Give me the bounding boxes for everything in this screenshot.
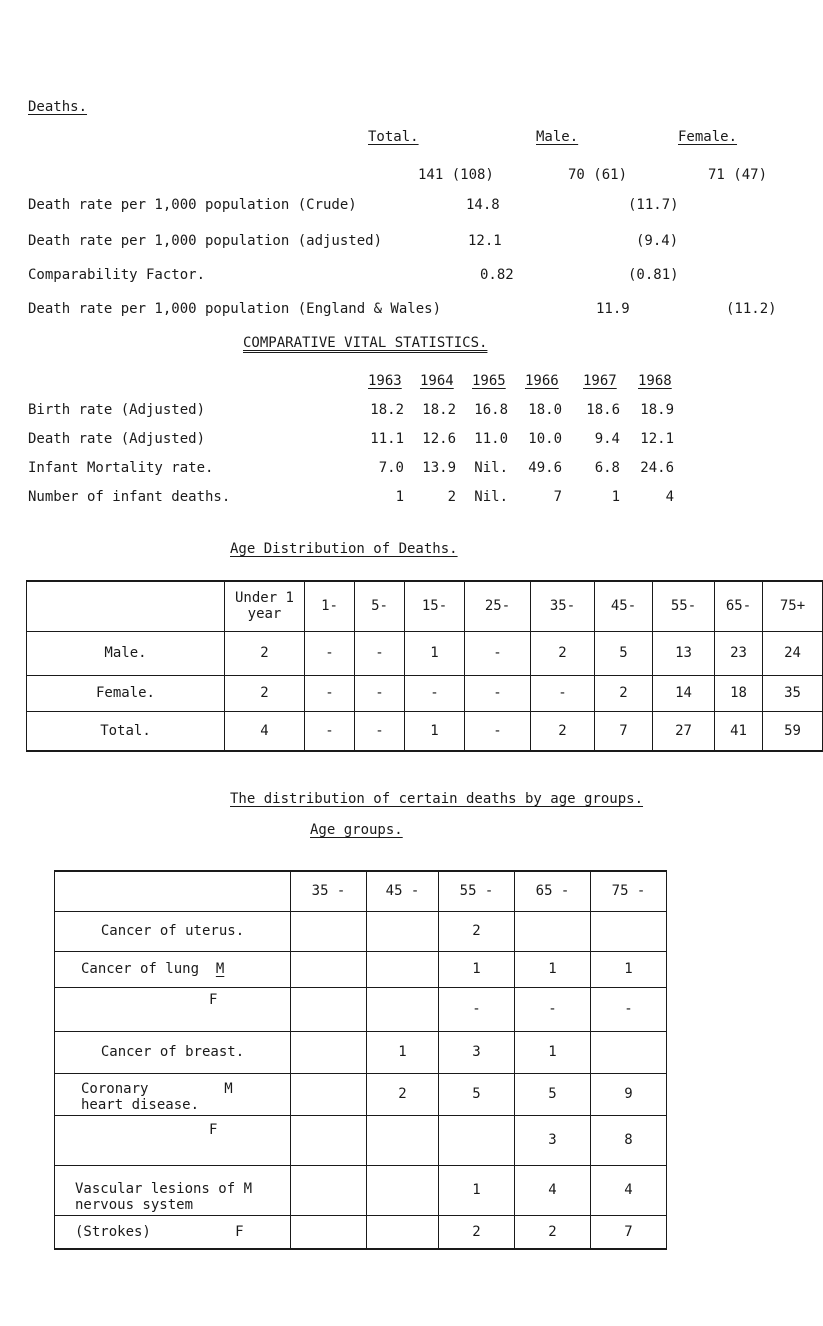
- cell: [367, 1215, 439, 1249]
- col-male-header: Male.: [536, 129, 579, 145]
- comparability-factor-paren: (0.81): [628, 267, 679, 283]
- cell: 1: [367, 1031, 439, 1073]
- certain-header-65: 65 -: [515, 871, 591, 911]
- cell: 4: [515, 1165, 591, 1215]
- table-row: [27, 631, 823, 675]
- death-rate-england-paren: (11.2): [726, 301, 777, 317]
- year-1966: 1966: [525, 373, 559, 389]
- death-rate-1963: 11.1: [370, 431, 404, 447]
- cell: [291, 951, 367, 987]
- infant-deaths-label: Number of infant deaths.: [28, 489, 231, 505]
- cell: 2: [367, 1073, 439, 1115]
- cell: -: [355, 711, 405, 751]
- cell: [291, 1165, 367, 1215]
- cell: [515, 911, 591, 951]
- cell: 1: [591, 951, 667, 987]
- row-label: Female.: [27, 675, 225, 711]
- cell: [291, 1215, 367, 1249]
- infant-deaths-1968: 4: [665, 489, 674, 505]
- cell: 4: [591, 1165, 667, 1215]
- birth-rate-1964: 18.2: [422, 402, 456, 418]
- cell: -: [305, 711, 355, 751]
- cell: [591, 1031, 667, 1073]
- death-rate-1967: 9.4: [594, 431, 620, 447]
- death-rate-crude-value: 14.8: [466, 197, 500, 213]
- cell: 2: [515, 1215, 591, 1249]
- cell: 2: [531, 711, 595, 751]
- infant-deaths-1966: 7: [553, 489, 562, 505]
- age-header-blank: [27, 581, 225, 631]
- birth-rate-label: Birth rate (Adjusted): [28, 402, 206, 418]
- vascular-female-label: [55, 1215, 291, 1249]
- cell: [591, 911, 667, 951]
- deaths-heading: Deaths.: [28, 99, 88, 115]
- cell: 2: [225, 675, 305, 711]
- age-header-5: 5-: [355, 581, 405, 631]
- col-total-header: Total.: [368, 129, 419, 145]
- cell: 35: [763, 675, 823, 711]
- age-header-75: 75+: [763, 581, 823, 631]
- cell: [439, 1115, 515, 1165]
- cell: [367, 987, 439, 1031]
- death-rate-1968: 12.1: [640, 431, 674, 447]
- cell: 2: [595, 675, 653, 711]
- cell: 59: [763, 711, 823, 751]
- age-header-under1: Under 1 year: [225, 581, 305, 631]
- infant-mortality-1963: 7.0: [378, 460, 404, 476]
- cell: 8: [591, 1115, 667, 1165]
- cell: 4: [225, 711, 305, 751]
- table-row: [55, 911, 667, 951]
- cell: 2: [225, 631, 305, 675]
- uterus-label: Cancer of uterus.: [55, 911, 291, 951]
- table-row: [27, 711, 823, 751]
- certain-header-45: 45 -: [367, 871, 439, 911]
- death-rate-england-value: 11.9: [596, 301, 630, 317]
- breast-label: Cancer of breast.: [55, 1031, 291, 1073]
- death-rate-crude-paren: (11.7): [628, 197, 679, 213]
- table-row: [55, 1115, 667, 1165]
- birth-rate-1965: 16.8: [474, 402, 508, 418]
- birth-rate-1968: 18.9: [640, 402, 674, 418]
- year-1965: 1965: [472, 373, 506, 389]
- certain-header-75: 75 -: [591, 871, 667, 911]
- death-rate-adjusted-label: Death rate per 1,000 population (adjusted): [28, 233, 383, 249]
- vascular-label-3: (Strokes): [75, 1223, 151, 1240]
- comparative-title: COMPARATIVE VITAL STATISTICS.: [243, 335, 488, 351]
- death-rate-crude-label: Death rate per 1,000 population (Crude): [28, 197, 357, 213]
- cell: [291, 1115, 367, 1165]
- death-rate-1965: 11.0: [474, 431, 508, 447]
- age-header-1: 1-: [305, 581, 355, 631]
- cell: 1: [405, 711, 465, 751]
- cell: -: [591, 987, 667, 1031]
- table-row: [55, 1073, 667, 1115]
- cell: -: [305, 675, 355, 711]
- year-1963: 1963: [368, 373, 402, 389]
- coronary-female-marker: F: [55, 1115, 291, 1165]
- table-row: [55, 1215, 667, 1249]
- cell: 2: [439, 911, 515, 951]
- lung-male-label: [55, 951, 291, 987]
- cell: 23: [715, 631, 763, 675]
- cell: [367, 911, 439, 951]
- cell: -: [439, 987, 515, 1031]
- cell: 27: [653, 711, 715, 751]
- infant-deaths-1964: 2: [447, 489, 456, 505]
- certain-deaths-grid: [54, 870, 667, 1250]
- infant-mortality-1964: 13.9: [422, 460, 456, 476]
- death-rate-row-label: Death rate (Adjusted): [28, 431, 206, 447]
- lung-female-marker: F: [55, 987, 291, 1031]
- year-1964: 1964: [420, 373, 454, 389]
- age-distribution-table: [26, 580, 823, 752]
- year-1967: 1967: [583, 373, 617, 389]
- cell: 2: [439, 1215, 515, 1249]
- cell: -: [355, 631, 405, 675]
- cell: -: [355, 675, 405, 711]
- comparability-factor-label: Comparability Factor.: [28, 267, 206, 283]
- age-groups-subtitle: Age groups.: [310, 822, 403, 838]
- table-row: [55, 1031, 667, 1073]
- infant-mortality-1966: 49.6: [528, 460, 562, 476]
- cell: 41: [715, 711, 763, 751]
- cell: 5: [515, 1073, 591, 1115]
- death-rate-1964: 12.6: [422, 431, 456, 447]
- cell: -: [465, 675, 531, 711]
- death-rate-england-label: Death rate per 1,000 population (England & Wales): [28, 301, 442, 317]
- death-rate-adjusted-paren: (9.4): [636, 233, 679, 249]
- birth-rate-1966: 18.0: [528, 402, 562, 418]
- vascular-female-marker: F: [235, 1223, 244, 1240]
- table-row: [55, 987, 667, 1031]
- birth-rate-1967: 18.6: [586, 402, 620, 418]
- certain-header-blank: [55, 871, 291, 911]
- cell: 5: [595, 631, 653, 675]
- certain-header-row: [55, 871, 667, 911]
- cell: 2: [531, 631, 595, 675]
- row-label: Total.: [27, 711, 225, 751]
- cell: [291, 987, 367, 1031]
- coronary-label-2: heart disease.: [81, 1096, 200, 1113]
- cell: 7: [591, 1215, 667, 1249]
- cell: [291, 1031, 367, 1073]
- certain-deaths-title: The distribution of certain deaths by age groups.: [230, 791, 644, 807]
- cell: 3: [515, 1115, 591, 1165]
- cell: -: [305, 631, 355, 675]
- age-header-65: 65-: [715, 581, 763, 631]
- cell: 13: [653, 631, 715, 675]
- infant-deaths-1963: 1: [395, 489, 404, 505]
- table-row: [55, 1165, 667, 1215]
- cell: 7: [595, 711, 653, 751]
- death-rate-adjusted-value: 12.1: [468, 233, 502, 249]
- death-rate-1966: 10.0: [528, 431, 562, 447]
- counts-female: 71 (47): [708, 167, 768, 183]
- table-row: [55, 951, 667, 987]
- row-label: Male.: [27, 631, 225, 675]
- age-header-25: 25-: [465, 581, 531, 631]
- age-header-row: [27, 581, 823, 631]
- cell: 5: [439, 1073, 515, 1115]
- cell: [291, 1073, 367, 1115]
- cell: 1: [515, 1031, 591, 1073]
- infant-mortality-label: Infant Mortality rate.: [28, 460, 214, 476]
- coronary-male-label: [55, 1073, 291, 1115]
- counts-male: 70 (61): [568, 167, 628, 183]
- cell: 1: [439, 1165, 515, 1215]
- cell: 14: [653, 675, 715, 711]
- cell: 1: [439, 951, 515, 987]
- cell: [367, 1115, 439, 1165]
- comparability-factor-value: 0.82: [480, 267, 514, 283]
- col-female-header: Female.: [678, 129, 738, 145]
- infant-deaths-1965: Nil.: [474, 489, 508, 505]
- cell: 9: [591, 1073, 667, 1115]
- cell: [291, 911, 367, 951]
- birth-rate-1963: 18.2: [370, 402, 404, 418]
- age-header-45: 45-: [595, 581, 653, 631]
- vascular-male-label: [55, 1165, 291, 1215]
- age-header-15: 15-: [405, 581, 465, 631]
- coronary-label-1: Coronary: [81, 1080, 149, 1097]
- cell: 1: [515, 951, 591, 987]
- vascular-label-2: nervous system: [75, 1196, 194, 1213]
- cell: -: [515, 987, 591, 1031]
- vascular-male-marker: M: [243, 1180, 253, 1197]
- certain-header-55: 55 -: [439, 871, 515, 911]
- cell: 3: [439, 1031, 515, 1073]
- coronary-male-marker: M: [224, 1080, 233, 1097]
- infant-mortality-1965: Nil.: [474, 460, 508, 476]
- cell: -: [465, 631, 531, 675]
- lung-label: Cancer of lung: [81, 961, 200, 977]
- cell: -: [465, 711, 531, 751]
- year-1968: 1968: [638, 373, 672, 389]
- cell: 18: [715, 675, 763, 711]
- certain-header-35: 35 -: [291, 871, 367, 911]
- age-header-35: 35-: [531, 581, 595, 631]
- vascular-label-1: Vascular lesions of: [75, 1180, 236, 1197]
- lung-male-marker: M: [215, 961, 225, 977]
- age-header-55: 55-: [653, 581, 715, 631]
- cell: -: [405, 675, 465, 711]
- cell: -: [531, 675, 595, 711]
- table-row: [27, 675, 823, 711]
- cell: 24: [763, 631, 823, 675]
- infant-mortality-1968: 24.6: [640, 460, 674, 476]
- counts-total: 141 (108): [418, 167, 494, 183]
- cell: [367, 1165, 439, 1215]
- infant-deaths-1967: 1: [611, 489, 620, 505]
- age-distribution-title: Age Distribution of Deaths.: [230, 541, 458, 557]
- cell: [367, 951, 439, 987]
- infant-mortality-1967: 6.8: [594, 460, 620, 476]
- cell: 1: [405, 631, 465, 675]
